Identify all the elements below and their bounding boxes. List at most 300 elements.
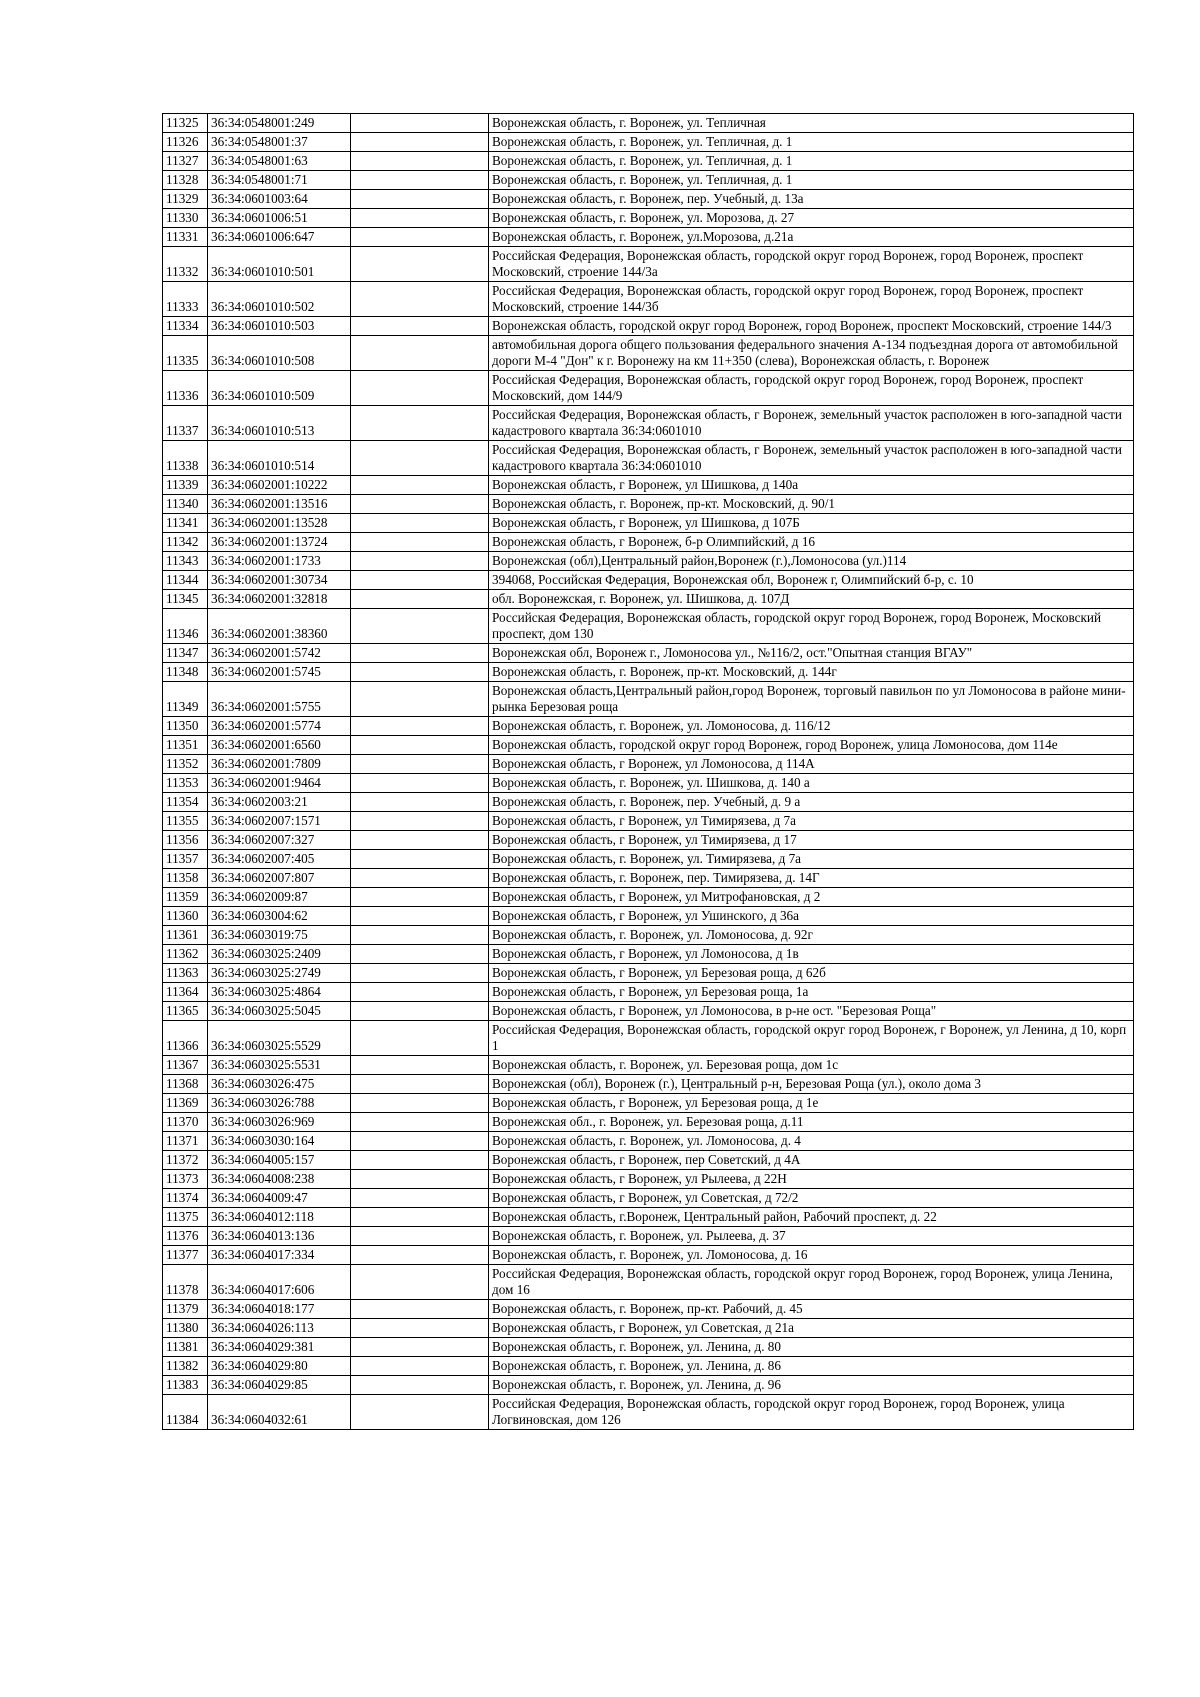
address: Воронежская область, г Воронеж, ул Тимирязева, д 17 — [489, 831, 1134, 850]
empty-cell — [351, 831, 489, 850]
table-row — [163, 552, 1134, 571]
table-row — [163, 1246, 1134, 1265]
row-number: 11371 — [163, 1132, 208, 1151]
cadastral-number: 36:34:0603025:2749 — [208, 964, 351, 983]
row-number: 11364 — [163, 983, 208, 1002]
address: Российская Федерация, Воронежская область, городской округ город Воронеж, город Воронеж, улица Ленина, дом 16 — [489, 1265, 1134, 1300]
address: Воронежская область, г. Воронеж, ул. Тепличная, д. 1 — [489, 152, 1134, 171]
row-number: 11360 — [163, 907, 208, 926]
address: Воронежская область, г. Воронеж, ул. Ленина, д. 96 — [489, 1376, 1134, 1395]
empty-cell — [351, 926, 489, 945]
address: Воронежская область, г. Воронеж, пер. Учебный, д. 9 а — [489, 793, 1134, 812]
row-number: 11368 — [163, 1075, 208, 1094]
empty-cell — [351, 476, 489, 495]
row-number: 11344 — [163, 571, 208, 590]
table-row — [163, 644, 1134, 663]
table-row — [163, 171, 1134, 190]
row-number: 11377 — [163, 1246, 208, 1265]
table-row — [163, 869, 1134, 888]
cadastral-number: 36:34:0602001:5742 — [208, 644, 351, 663]
row-number: 11375 — [163, 1208, 208, 1227]
table-row — [163, 476, 1134, 495]
address: Воронежская область, городской округ город Воронеж, город Воронеж, улица Ломоносова, дом 114е — [489, 736, 1134, 755]
empty-cell — [351, 1246, 489, 1265]
table-row — [163, 247, 1134, 282]
empty-cell — [351, 682, 489, 717]
empty-cell — [351, 171, 489, 190]
address: Воронежская область, г. Воронеж, пер. Учебный, д. 13а — [489, 190, 1134, 209]
table-row — [163, 590, 1134, 609]
table-row — [163, 152, 1134, 171]
row-number: 11336 — [163, 371, 208, 406]
address: Российская Федерация, Воронежская область, городской округ город Воронеж, город Воронеж, улица Логвиновская, дом 126 — [489, 1395, 1134, 1430]
address: Воронежская область, г. Воронеж, ул.Морозова, д.21а — [489, 228, 1134, 247]
row-number: 11326 — [163, 133, 208, 152]
row-number: 11354 — [163, 793, 208, 812]
table-row — [163, 831, 1134, 850]
table-row — [163, 1357, 1134, 1376]
table-row — [163, 964, 1134, 983]
empty-cell — [351, 228, 489, 247]
row-number: 11330 — [163, 209, 208, 228]
address: Воронежская область, г Воронеж, ул Ломоносова, д 1в — [489, 945, 1134, 964]
row-number: 11352 — [163, 755, 208, 774]
empty-cell — [351, 644, 489, 663]
empty-cell — [351, 1208, 489, 1227]
table-row — [163, 190, 1134, 209]
empty-cell — [351, 1189, 489, 1208]
cadastral-number: 36:34:0601010:513 — [208, 406, 351, 441]
table-row — [163, 209, 1134, 228]
address: Воронежская область, г Воронеж, ул Березовая роща, 1а — [489, 983, 1134, 1002]
empty-cell — [351, 209, 489, 228]
row-number: 11347 — [163, 644, 208, 663]
row-number: 11343 — [163, 552, 208, 571]
empty-cell — [351, 495, 489, 514]
row-number: 11378 — [163, 1265, 208, 1300]
address: Воронежская область, г. Воронеж, пр-кт. Московский, д. 90/1 — [489, 495, 1134, 514]
empty-cell — [351, 717, 489, 736]
empty-cell — [351, 1227, 489, 1246]
cadastral-number: 36:34:0604018:177 — [208, 1300, 351, 1319]
address: Воронежская область, г. Воронеж, ул. Тепличная, д. 1 — [489, 133, 1134, 152]
cadastral-number: 36:34:0604032:61 — [208, 1395, 351, 1430]
address: Российская Федерация, Воронежская область, городской округ город Воронеж, город Воронеж, Московский проспект, дом 130 — [489, 609, 1134, 644]
address: Российская Федерация, Воронежская область, г Воронеж, земельный участок расположен в юго-западной части кадастрового квартала 36:34:0601010 — [489, 441, 1134, 476]
empty-cell — [351, 1151, 489, 1170]
address: Воронежская область, г. Воронеж, ул. Морозова, д. 27 — [489, 209, 1134, 228]
table-row — [163, 609, 1134, 644]
row-number: 11332 — [163, 247, 208, 282]
cadastral-number: 36:34:0604029:85 — [208, 1376, 351, 1395]
address: Воронежская область, г. Воронеж, ул. Шишкова, д. 140 а — [489, 774, 1134, 793]
address: Воронежская (обл), Воронеж (г.), Центральный р-н, Березовая Роща (ул.), около дома 3 — [489, 1075, 1134, 1094]
row-number: 11381 — [163, 1338, 208, 1357]
address: Российская Федерация, Воронежская область, городской округ город Воронеж, город Воронеж, проспект Московский, строение 144/3б — [489, 282, 1134, 317]
empty-cell — [351, 571, 489, 590]
empty-cell — [351, 1357, 489, 1376]
empty-cell — [351, 317, 489, 336]
registry-table — [162, 113, 1134, 1430]
row-number: 11363 — [163, 964, 208, 983]
table-row — [163, 1075, 1134, 1094]
empty-cell — [351, 1056, 489, 1075]
empty-cell — [351, 1300, 489, 1319]
row-number: 11351 — [163, 736, 208, 755]
table-row — [163, 1227, 1134, 1246]
empty-cell — [351, 1338, 489, 1357]
cadastral-number: 36:34:0603026:788 — [208, 1094, 351, 1113]
table-row — [163, 514, 1134, 533]
address: Воронежская область, г. Воронеж, ул. Тимирязева, д 7а — [489, 850, 1134, 869]
row-number: 11350 — [163, 717, 208, 736]
cadastral-number: 36:34:0548001:249 — [208, 114, 351, 133]
row-number: 11346 — [163, 609, 208, 644]
table-row — [163, 1300, 1134, 1319]
address: Воронежская область, г. Воронеж, пер. Тимирязева, д. 14Г — [489, 869, 1134, 888]
empty-cell — [351, 1395, 489, 1430]
cadastral-number: 36:34:0602007:327 — [208, 831, 351, 850]
row-number: 11341 — [163, 514, 208, 533]
cadastral-number: 36:34:0602001:5745 — [208, 663, 351, 682]
cadastral-number: 36:34:0601010:509 — [208, 371, 351, 406]
table-row — [163, 1151, 1134, 1170]
address: Российская Федерация, Воронежская область, городской округ город Воронеж, г Воронеж, ул Ленина, д 10, корп 1 — [489, 1021, 1134, 1056]
empty-cell — [351, 336, 489, 371]
table-row — [163, 133, 1134, 152]
cadastral-number: 36:34:0601006:51 — [208, 209, 351, 228]
table-row — [163, 1319, 1134, 1338]
row-number: 11333 — [163, 282, 208, 317]
address: Воронежская область, г Воронеж, ул Ушинского, д 36а — [489, 907, 1134, 926]
row-number: 11337 — [163, 406, 208, 441]
empty-cell — [351, 907, 489, 926]
cadastral-number: 36:34:0603004:62 — [208, 907, 351, 926]
empty-cell — [351, 514, 489, 533]
cadastral-number: 36:34:0604017:334 — [208, 1246, 351, 1265]
address: Воронежская область, г Воронеж, ул Шишкова, д 107Б — [489, 514, 1134, 533]
table-row — [163, 495, 1134, 514]
row-number: 11379 — [163, 1300, 208, 1319]
row-number: 11384 — [163, 1395, 208, 1430]
cadastral-number: 36:34:0602001:32818 — [208, 590, 351, 609]
empty-cell — [351, 1132, 489, 1151]
address: Воронежская область, г. Воронеж, ул. Ломоносова, д. 4 — [489, 1132, 1134, 1151]
table-row — [163, 1056, 1134, 1075]
empty-cell — [351, 406, 489, 441]
empty-cell — [351, 1265, 489, 1300]
table-row — [163, 888, 1134, 907]
row-number: 11348 — [163, 663, 208, 682]
registry-body — [163, 114, 1134, 1430]
cadastral-number: 36:34:0601010:502 — [208, 282, 351, 317]
table-row — [163, 1132, 1134, 1151]
cadastral-number: 36:34:0548001:37 — [208, 133, 351, 152]
cadastral-number: 36:34:0601003:64 — [208, 190, 351, 209]
empty-cell — [351, 755, 489, 774]
cadastral-number: 36:34:0601010:514 — [208, 441, 351, 476]
row-number: 11382 — [163, 1357, 208, 1376]
row-number: 11374 — [163, 1189, 208, 1208]
empty-cell — [351, 774, 489, 793]
address: Воронежская область, г. Воронеж, ул. Ломоносова, д. 16 — [489, 1246, 1134, 1265]
address: Воронежская область, г Воронеж, ул Шишкова, д 140а — [489, 476, 1134, 495]
empty-cell — [351, 152, 489, 171]
table-row — [163, 945, 1134, 964]
row-number: 11369 — [163, 1094, 208, 1113]
table-row — [163, 406, 1134, 441]
empty-cell — [351, 533, 489, 552]
address: обл. Воронежская, г. Воронеж, ул. Шишкова, д. 107Д — [489, 590, 1134, 609]
address: Воронежская область, г Воронеж, ул Березовая роща, д 62б — [489, 964, 1134, 983]
cadastral-number: 36:34:0602001:9464 — [208, 774, 351, 793]
row-number: 11376 — [163, 1227, 208, 1246]
cadastral-number: 36:34:0604029:80 — [208, 1357, 351, 1376]
empty-cell — [351, 1170, 489, 1189]
address: Воронежская обл, Воронеж г., Ломоносова ул., №116/2, ост."Опытная станция ВГАУ" — [489, 644, 1134, 663]
row-number: 11325 — [163, 114, 208, 133]
row-number: 11355 — [163, 812, 208, 831]
empty-cell — [351, 1319, 489, 1338]
empty-cell — [351, 793, 489, 812]
address: Воронежская область, г. Воронеж, пр-кт. Московский, д. 144г — [489, 663, 1134, 682]
row-number: 11331 — [163, 228, 208, 247]
table-row — [163, 1002, 1134, 1021]
table-row — [163, 850, 1134, 869]
table-row — [163, 533, 1134, 552]
cadastral-number: 36:34:0601010:501 — [208, 247, 351, 282]
empty-cell — [351, 133, 489, 152]
address: Воронежская область, г. Воронеж, ул. Ломоносова, д. 116/12 — [489, 717, 1134, 736]
empty-cell — [351, 812, 489, 831]
table-row — [163, 114, 1134, 133]
address: Воронежская область, г. Воронеж, ул. Тепличная, д. 1 — [489, 171, 1134, 190]
empty-cell — [351, 190, 489, 209]
table-row — [163, 755, 1134, 774]
cadastral-number: 36:34:0604009:47 — [208, 1189, 351, 1208]
empty-cell — [351, 983, 489, 1002]
table-row — [163, 1021, 1134, 1056]
address: Воронежская область, г Воронеж, ул Тимирязева, д 7а — [489, 812, 1134, 831]
address: Воронежская область, г Воронеж, б-р Олимпийский, д 16 — [489, 533, 1134, 552]
cadastral-number: 36:34:0602001:13724 — [208, 533, 351, 552]
row-number: 11335 — [163, 336, 208, 371]
address: 394068, Российская Федерация, Воронежская обл, Воронеж г, Олимпийский б-р, с. 10 — [489, 571, 1134, 590]
row-number: 11362 — [163, 945, 208, 964]
address: Воронежская область, г.Воронеж, Центральный район, Рабочий проспект, д. 22 — [489, 1208, 1134, 1227]
row-number: 11361 — [163, 926, 208, 945]
empty-cell — [351, 590, 489, 609]
empty-cell — [351, 850, 489, 869]
empty-cell — [351, 945, 489, 964]
cadastral-number: 36:34:0602001:38360 — [208, 609, 351, 644]
row-number: 11342 — [163, 533, 208, 552]
row-number: 11349 — [163, 682, 208, 717]
cadastral-number: 36:34:0603026:969 — [208, 1113, 351, 1132]
table-row — [163, 736, 1134, 755]
address: Воронежская область, г Воронеж, ул Митрофановская, д 2 — [489, 888, 1134, 907]
row-number: 11383 — [163, 1376, 208, 1395]
address: Российская Федерация, Воронежская область, городской округ город Воронеж, город Воронеж, проспект Московский, дом 144/9 — [489, 371, 1134, 406]
cadastral-number: 36:34:0602001:13516 — [208, 495, 351, 514]
cadastral-number: 36:34:0602001:30734 — [208, 571, 351, 590]
row-number: 11373 — [163, 1170, 208, 1189]
cadastral-number: 36:34:0604026:113 — [208, 1319, 351, 1338]
empty-cell — [351, 609, 489, 644]
row-number: 11372 — [163, 1151, 208, 1170]
row-number: 11329 — [163, 190, 208, 209]
table-row — [163, 228, 1134, 247]
empty-cell — [351, 869, 489, 888]
table-row — [163, 1395, 1134, 1430]
row-number: 11358 — [163, 869, 208, 888]
empty-cell — [351, 1376, 489, 1395]
cadastral-number: 36:34:0602001:10222 — [208, 476, 351, 495]
table-row — [163, 1113, 1134, 1132]
cadastral-number: 36:34:0603030:164 — [208, 1132, 351, 1151]
table-row — [163, 926, 1134, 945]
empty-cell — [351, 663, 489, 682]
address: Воронежская область, городской округ город Воронеж, город Воронеж, проспект Московский, строение 144/3 — [489, 317, 1134, 336]
row-number: 11338 — [163, 441, 208, 476]
empty-cell — [351, 964, 489, 983]
table-row — [163, 1265, 1134, 1300]
address: автомобильная дорога общего пользования федерального значения А-134 подъездная дорога от автомобильной дороги М-4 "Дон" к г. Воронежу на км 11+350 (слева), Воронежская область, г. Воронеж — [489, 336, 1134, 371]
table-row — [163, 774, 1134, 793]
address: Воронежская область, г. Воронеж, пр-кт. Рабочий, д. 45 — [489, 1300, 1134, 1319]
table-row — [163, 1189, 1134, 1208]
row-number: 11365 — [163, 1002, 208, 1021]
table-row — [163, 812, 1134, 831]
cadastral-number: 36:34:0604005:157 — [208, 1151, 351, 1170]
row-number: 11327 — [163, 152, 208, 171]
address: Воронежская область, г. Воронеж, ул. Ломоносова, д. 92г — [489, 926, 1134, 945]
row-number: 11367 — [163, 1056, 208, 1075]
table-row — [163, 441, 1134, 476]
table-row — [163, 983, 1134, 1002]
row-number: 11334 — [163, 317, 208, 336]
row-number: 11359 — [163, 888, 208, 907]
empty-cell — [351, 247, 489, 282]
address: Воронежская область, г. Воронеж, ул. Рылеева, д. 37 — [489, 1227, 1134, 1246]
cadastral-number: 36:34:0602007:405 — [208, 850, 351, 869]
table-row — [163, 1376, 1134, 1395]
row-number: 11328 — [163, 171, 208, 190]
table-row — [163, 907, 1134, 926]
address: Российская Федерация, Воронежская область, г Воронеж, земельный участок расположен в юго-западной части кадастрового квартала 36:34:0601010 — [489, 406, 1134, 441]
table-row — [163, 793, 1134, 812]
cadastral-number: 36:34:0604008:238 — [208, 1170, 351, 1189]
address: Воронежская обл., г. Воронеж, ул. Березовая роща, д.11 — [489, 1113, 1134, 1132]
cadastral-number: 36:34:0604017:606 — [208, 1265, 351, 1300]
cadastral-number: 36:34:0602007:807 — [208, 869, 351, 888]
cadastral-number: 36:34:0604029:381 — [208, 1338, 351, 1357]
empty-cell — [351, 552, 489, 571]
cadastral-number: 36:34:0602001:1733 — [208, 552, 351, 571]
empty-cell — [351, 1002, 489, 1021]
cadastral-number: 36:34:0602009:87 — [208, 888, 351, 907]
cadastral-number: 36:34:0601006:647 — [208, 228, 351, 247]
address: Воронежская область, г Воронеж, пер Советский, д 4А — [489, 1151, 1134, 1170]
table-row — [163, 682, 1134, 717]
table-row — [163, 1338, 1134, 1357]
table-row — [163, 317, 1134, 336]
row-number: 11340 — [163, 495, 208, 514]
row-number: 11345 — [163, 590, 208, 609]
cadastral-number: 36:34:0548001:63 — [208, 152, 351, 171]
empty-cell — [351, 888, 489, 907]
cadastral-number: 36:34:0603025:5531 — [208, 1056, 351, 1075]
cadastral-number: 36:34:0602003:21 — [208, 793, 351, 812]
cadastral-number: 36:34:0601010:508 — [208, 336, 351, 371]
cadastral-number: 36:34:0602001:6560 — [208, 736, 351, 755]
cadastral-number: 36:34:0602001:7809 — [208, 755, 351, 774]
address: Воронежская область, г Воронеж, ул Березовая роща, д 1е — [489, 1094, 1134, 1113]
cadastral-number: 36:34:0601010:503 — [208, 317, 351, 336]
row-number: 11339 — [163, 476, 208, 495]
table-row — [163, 1170, 1134, 1189]
cadastral-number: 36:34:0548001:71 — [208, 171, 351, 190]
cadastral-number: 36:34:0604012:118 — [208, 1208, 351, 1227]
row-number: 11366 — [163, 1021, 208, 1056]
address: Воронежская (обл),Центральный район,Воронеж (г.),Ломоносова (ул.)114 — [489, 552, 1134, 571]
address: Воронежская область, г. Воронеж, ул. Ленина, д. 86 — [489, 1357, 1134, 1376]
table-row — [163, 1094, 1134, 1113]
table-row — [163, 1208, 1134, 1227]
cadastral-number: 36:34:0603025:2409 — [208, 945, 351, 964]
empty-cell — [351, 282, 489, 317]
table-row — [163, 336, 1134, 371]
row-number: 11357 — [163, 850, 208, 869]
address: Воронежская область, г. Воронеж, ул. Ленина, д. 80 — [489, 1338, 1134, 1357]
address: Воронежская область, г Воронеж, ул Ломоносова, д 114А — [489, 755, 1134, 774]
table-row — [163, 371, 1134, 406]
empty-cell — [351, 1021, 489, 1056]
empty-cell — [351, 371, 489, 406]
address: Воронежская область, г Воронеж, ул Советская, д 72/2 — [489, 1189, 1134, 1208]
address: Воронежская область, г Воронеж, ул Ломоносова, в р-не ост. "Березовая Роща" — [489, 1002, 1134, 1021]
row-number: 11380 — [163, 1319, 208, 1338]
address: Воронежская область, г. Воронеж, ул. Березовая роща, дом 1с — [489, 1056, 1134, 1075]
cadastral-number: 36:34:0603026:475 — [208, 1075, 351, 1094]
table-row — [163, 282, 1134, 317]
empty-cell — [351, 736, 489, 755]
table-row — [163, 717, 1134, 736]
address: Воронежская область,Центральный район,город Воронеж, торговый павильон по ул Ломоносова в районе мини-рынка Березовая роща — [489, 682, 1134, 717]
table-row — [163, 663, 1134, 682]
cadastral-number: 36:34:0602001:5774 — [208, 717, 351, 736]
cadastral-number: 36:34:0604013:136 — [208, 1227, 351, 1246]
cadastral-number: 36:34:0603025:5045 — [208, 1002, 351, 1021]
cadastral-number: 36:34:0603025:5529 — [208, 1021, 351, 1056]
row-number: 11370 — [163, 1113, 208, 1132]
cadastral-number: 36:34:0602007:1571 — [208, 812, 351, 831]
table-row — [163, 571, 1134, 590]
address: Воронежская область, г. Воронеж, ул. Тепличная — [489, 114, 1134, 133]
empty-cell — [351, 441, 489, 476]
row-number: 11356 — [163, 831, 208, 850]
cadastral-number: 36:34:0602001:5755 — [208, 682, 351, 717]
empty-cell — [351, 114, 489, 133]
cadastral-number: 36:34:0603025:4864 — [208, 983, 351, 1002]
row-number: 11353 — [163, 774, 208, 793]
address: Воронежская область, г Воронеж, ул Рылеева, д 22Н — [489, 1170, 1134, 1189]
empty-cell — [351, 1113, 489, 1132]
cadastral-number: 36:34:0602001:13528 — [208, 514, 351, 533]
cadastral-number: 36:34:0603019:75 — [208, 926, 351, 945]
address: Российская Федерация, Воронежская область, городской округ город Воронеж, город Воронеж, проспект Московский, строение 144/3а — [489, 247, 1134, 282]
empty-cell — [351, 1094, 489, 1113]
